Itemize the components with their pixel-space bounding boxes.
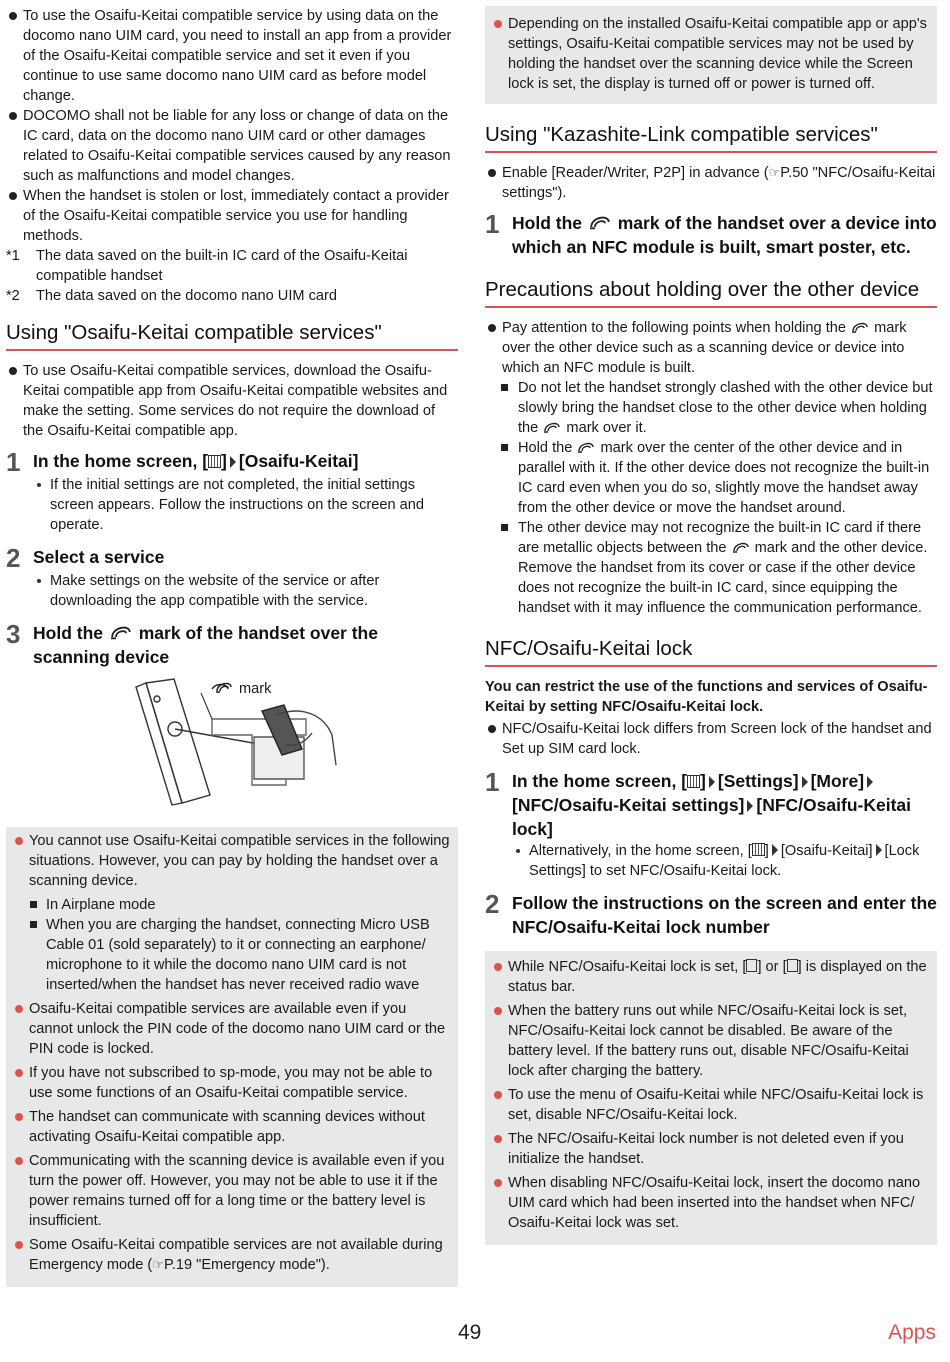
sub-text: mark and the other device. Remove the handset from its cover or case if the other device does not recognize the built-in IC card, since equipping the handset with it may influence the communication performance.	[518, 540, 928, 616]
nfc-mark-icon	[108, 622, 134, 642]
step-text-part: ]	[221, 451, 227, 471]
step-text-part: mark of the handset over the scanning device	[33, 623, 378, 667]
note-item	[12, 1235, 452, 1275]
reference-icon: ☞	[768, 165, 781, 180]
note-item: The NFC/Osaifu-Keitai lock number is not deleted even if you initialize the handset.	[491, 1129, 931, 1169]
sub-text: [Lock Settings] to set NFC/Osaifu-Keitai lock.	[529, 843, 920, 879]
note-sub-item: When you are charging the handset, connecting Micro USB Cable 01 (sold separately) to it or connecting an earphone/ microphone to it while the docomo nano UIM card is not inserted/when the handset has never received radio wave	[12, 915, 452, 995]
note-item: Depending on the installed Osaifu-Keitai compatible app or app's settings, Osaifu-Keitai compatible services may not be used by holding the handset over the scanning device while the Screen lock is set, the display is turned off or power is turned off.	[491, 14, 931, 94]
figure-label: mark	[239, 681, 272, 697]
lock-status-icon	[746, 959, 757, 972]
section-bullet	[485, 318, 937, 378]
step-sub-bullet: If the initial settings are not completed, the initial settings screen appears. Follow the instructions on the screen and operate.	[6, 475, 458, 535]
step-sub-bullet	[485, 841, 937, 881]
nfc-mark-icon	[731, 539, 751, 555]
note-sub-item: In Airplane mode	[12, 895, 452, 915]
note-text: ] is displayed on the status bar.	[508, 959, 927, 995]
step-1	[6, 449, 458, 475]
step-2	[6, 545, 458, 571]
footnote-text: The data saved on the docomo nano UIM card	[36, 288, 337, 304]
note-item: To use the menu of Osaifu-Keitai while NFC/Osaifu-Keitai lock is set, disable NFC/Osaifu-Keitai lock.	[491, 1085, 931, 1125]
step-number: 1	[485, 767, 500, 797]
note-item: Communicating with the scanning device is available even if you turn the power off. However, you may not be able to use it if the power remains turned off for a long time or the battery level is insufficient.	[12, 1151, 452, 1231]
step-sub-bullet: Make settings on the website of the service or after downloading the app compatible with the service.	[6, 571, 458, 611]
step-text-part: [NFC/Osaifu-Keitai lock]	[512, 795, 911, 839]
intro-bullet: When the handset is stolen or lost, immediately contact a provider of the Osaifu-Keitai compatible service you use for handling methods.	[6, 186, 458, 246]
note-text: While NFC/Osaifu-Keitai lock is set, [	[508, 959, 747, 975]
arrow-right-icon	[230, 456, 236, 468]
bullet-text: Pay attention to the following points when holding the	[502, 320, 847, 336]
right-column	[485, 6, 937, 1245]
apps-key-icon	[752, 843, 765, 856]
step-text-part: [More]	[810, 771, 865, 791]
footnote-mark: *2	[6, 288, 20, 304]
note-text: P.19 "Emergency mode").	[163, 1257, 330, 1273]
arrow-right-icon	[772, 844, 778, 856]
handset-scanner-drawing	[6, 675, 458, 815]
precaution-sub-item	[485, 518, 937, 618]
footnote	[6, 286, 458, 306]
section-bullet: NFC/Osaifu-Keitai lock differs from Screen lock of the handset and Set up SIM card lock.	[485, 719, 937, 759]
note-item: You cannot use Osaifu-Keitai compatible services in the following situations. However, you can pay by holding the handset over a scanning device.	[12, 831, 452, 891]
step-number: 1	[485, 209, 500, 239]
note-item: When disabling NFC/Osaifu-Keitai lock, insert the docomo nano UIM card which had been inserted into the handset when NFC/ Osaifu-Keitai lock was set.	[491, 1173, 931, 1233]
bullet-text: mark over the other device such as a scanning device or device into which an NFC module is built.	[502, 320, 907, 376]
step-text-part: Hold the	[33, 623, 103, 643]
step-number: 2	[6, 543, 21, 573]
step-text-part: [Settings]	[717, 771, 799, 791]
step-text-part: Hold the	[512, 213, 582, 233]
notes-box	[6, 827, 458, 1287]
reference-icon: ☞	[152, 1257, 164, 1272]
bullet-text: Enable [Reader/Writer, P2P] in advance (	[502, 165, 769, 181]
step-text-part: In the home screen, [	[512, 771, 688, 791]
nfc-mark-icon	[542, 419, 562, 435]
step-text: Follow the instructions on the screen and enter the NFC/Osaifu-Keitai lock number	[512, 893, 937, 937]
sub-text: mark over it.	[566, 420, 647, 436]
kaz-step-1	[485, 211, 937, 259]
arrow-right-icon	[709, 776, 715, 788]
note-text: ] or [	[757, 959, 787, 975]
arrow-right-icon	[747, 800, 753, 812]
section-title-lock: NFC/Osaifu-Keitai lock	[485, 636, 937, 667]
section-title-precautions: Precautions about holding over the other device	[485, 277, 937, 308]
step-text-part: [Osaifu-Keitai]	[238, 451, 359, 471]
section-bullet	[485, 163, 937, 203]
nfc-mark-icon	[576, 439, 596, 455]
sub-text: mark over the center of the other device and in parallel with it. If the other device does not recognize the built-in IC card even when you do so, slightly move the handset away from the other device or move the handset around.	[518, 440, 930, 516]
step-text: Select a service	[33, 547, 165, 567]
sub-text: [Osaifu-Keitai]	[780, 843, 873, 859]
step-text-part: In the home screen, [	[33, 451, 209, 471]
sub-text: Alternatively, in the home screen, [	[529, 843, 752, 859]
precaution-sub-item	[485, 438, 937, 518]
section-bullet: To use Osaifu-Keitai compatible services, download the Osaifu-Keitai compatible app from Osaifu-Keitai compatible websites and make the setting. Some services do not require the download of the Osaifu-Keitai compatible app.	[6, 361, 458, 441]
step-number: 3	[6, 619, 21, 649]
precaution-sub-item	[485, 378, 937, 438]
top-note-box	[485, 6, 937, 104]
note-item: When the battery runs out while NFC/Osaifu-Keitai lock is set, NFC/Osaifu-Keitai lock cannot be disabled. Be aware of the battery level. If the battery runs out, disable NFC/Osaifu-Keitai lock after charging the battery.	[491, 1001, 931, 1081]
arrow-right-icon	[867, 776, 873, 788]
note-item: Osaifu-Keitai compatible services are available even if you cannot unlock the PIN code of the docomo nano UIM card or the PIN code is locked.	[12, 999, 452, 1059]
nfc-mark-icon	[587, 212, 613, 232]
left-column	[6, 6, 458, 1287]
note-item: If you have not subscribed to sp-mode, you may not be able to use some functions of an Osaifu-Keitai compatible service.	[12, 1063, 452, 1103]
lock-step-2	[485, 891, 937, 939]
nfc-mark-icon	[214, 679, 234, 695]
footnote-text: The data saved on the built-in IC card of the Osaifu-Keitai compatible handset	[36, 248, 408, 284]
arrow-right-icon	[802, 776, 808, 788]
arrow-right-icon	[876, 844, 882, 856]
step-number: 2	[485, 889, 500, 919]
note-text: Some Osaifu-Keitai compatible services are not available during Emergency mode (	[29, 1237, 443, 1273]
lock-status-icon	[787, 959, 798, 972]
lock-intro: You can restrict the use of the functions and services of Osaifu-Keitai by setting NFC/Osaifu-Keitai lock.	[485, 679, 928, 715]
apps-key-icon	[208, 455, 221, 468]
section-title-kazashite: Using "Kazashite-Link compatible services"	[485, 122, 937, 153]
intro-bullet: DOCOMO shall not be liable for any loss or change of data on the IC card, data on the docomo nano UIM card or other damages related to Osaifu-Keitai compatible services caused by any reason such as malfunctions and model changes.	[6, 106, 458, 186]
step-text-part: mark of the handset over a device into which an NFC module is built, smart poster, etc.	[512, 213, 937, 257]
handset-illustration	[6, 675, 458, 815]
step-text-part: [NFC/Osaifu-Keitai settings]	[512, 795, 745, 815]
sub-text: Do not let the handset strongly clashed with the other device but slowly bring the handset close to the other device when holding the	[518, 380, 933, 436]
apps-key-icon	[687, 775, 700, 788]
section-link[interactable]: Apps	[888, 1321, 936, 1344]
lock-notes-box	[485, 951, 937, 1245]
step-number: 1	[6, 447, 21, 477]
step-text-part: ]	[700, 771, 706, 791]
note-item: The handset can communicate with scanning devices without activating Osaifu-Keitai compatible app.	[12, 1107, 452, 1147]
nfc-mark-icon	[850, 319, 870, 335]
intro-bullet: To use the Osaifu-Keitai compatible service by using data on the docomo nano UIM card, you need to install an app from a provider of the Osaifu-Keitai compatible service and set it even if you continue to use same docomo nano UIM card as before model change.	[6, 6, 458, 106]
section-title-osaifu: Using "Osaifu-Keitai compatible services"	[6, 320, 458, 351]
footnote-mark: *1	[6, 248, 20, 264]
sub-text: The other device may not recognize the built-in IC card if there are metallic objects between the	[518, 520, 922, 556]
footnote	[6, 246, 458, 286]
sub-text: Hold the	[518, 440, 573, 456]
step-3	[6, 621, 458, 669]
note-item	[491, 957, 931, 997]
page-number: 49	[458, 1321, 482, 1344]
bullet-text: P.50 "NFC/Osaifu-Keitai settings").	[502, 165, 936, 201]
lock-step-1	[485, 769, 937, 841]
sub-text: ]	[764, 843, 769, 859]
